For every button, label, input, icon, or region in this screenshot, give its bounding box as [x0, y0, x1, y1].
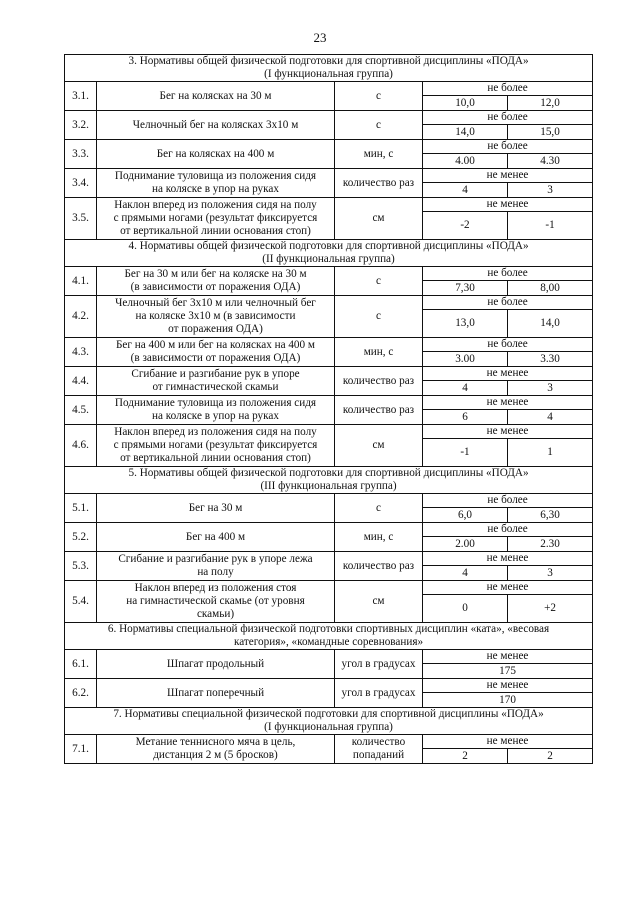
- exercise-name-line: Челночный бег на колясках 3х10 м: [132, 118, 299, 131]
- norm-row: [65, 425, 593, 439]
- norm-value-boys: -1: [423, 439, 508, 467]
- norm-value: 170: [423, 693, 593, 708]
- norm-value-boys: -2: [423, 212, 508, 240]
- norm-condition: не менее: [423, 367, 593, 381]
- norm-value-boys: 14,0: [423, 125, 508, 140]
- unit: количество раз: [335, 552, 423, 581]
- norm-row: [65, 494, 593, 508]
- exercise-name-line: Шпагат продольный: [166, 657, 265, 670]
- section-subtitle: (I функциональная группа): [264, 721, 393, 733]
- exercise-name: [97, 140, 335, 169]
- section-title: 3. Нормативы общей физической подготовки для спортивной дисциплины «ПОДА»: [128, 55, 529, 67]
- norm-value-girls: 14,0: [508, 310, 593, 338]
- norm-value-boys: 13,0: [423, 310, 508, 338]
- exercise-name: [97, 396, 335, 425]
- unit: количество раз: [335, 396, 423, 425]
- section-subtitle: (I функциональная группа): [264, 68, 393, 80]
- exercise-name: [97, 494, 335, 523]
- norm-condition: не менее: [423, 650, 593, 664]
- unit-line: количество: [351, 736, 406, 748]
- norm-condition: не более: [423, 82, 593, 96]
- norm-row: [65, 552, 593, 566]
- row-number: 4.1.: [65, 267, 97, 296]
- unit: с: [335, 267, 423, 296]
- norm-value-girls: 2: [508, 749, 593, 764]
- exercise-name: [97, 425, 335, 467]
- exercise-name-line: Сгибание и разгибание рук в упоре лежа: [118, 553, 313, 565]
- exercise-name: [97, 523, 335, 552]
- unit: мин, с: [335, 523, 423, 552]
- section-subtitle: категория», «командные соревнования»: [233, 636, 424, 648]
- norm-value-boys: 4.00: [423, 154, 508, 169]
- exercise-name: [97, 735, 335, 764]
- unit: [335, 735, 423, 764]
- unit: с: [335, 494, 423, 523]
- norm-row: [65, 296, 593, 310]
- exercise-name-line: (в зависимости от поражения ОДА): [130, 352, 301, 364]
- section-title: 5. Нормативы общей физической подготовки для спортивной дисциплины «ПОДА»: [128, 467, 529, 479]
- norm-value-boys: 2: [423, 749, 508, 764]
- exercise-name: [97, 198, 335, 240]
- norm-value-girls: -1: [508, 212, 593, 240]
- row-number: 4.4.: [65, 367, 97, 396]
- exercise-name-line: Поднимание туловища из положения сидя: [114, 397, 317, 409]
- unit: см: [335, 425, 423, 467]
- norm-value-girls: 3: [508, 566, 593, 581]
- section-title: 6. Нормативы специальной физической подготовки спортивных дисциплин «ката», «весовая: [107, 623, 550, 635]
- norm-condition: не менее: [423, 552, 593, 566]
- norm-value-girls: 3: [508, 183, 593, 198]
- unit-line: попаданий: [352, 749, 405, 761]
- norm-value-boys: 0: [423, 595, 508, 623]
- exercise-name-line: Наклон вперед из положения сидя на полу: [114, 426, 317, 438]
- norm-condition: не менее: [423, 169, 593, 183]
- exercise-name-line: Метание теннисного мяча в цель,: [135, 736, 296, 748]
- exercise-name: [97, 296, 335, 338]
- exercise-name: [97, 169, 335, 198]
- unit: мин, с: [335, 140, 423, 169]
- norm-row: [65, 396, 593, 410]
- unit: см: [335, 198, 423, 240]
- section-header-row: [65, 467, 593, 494]
- norm-row: [65, 367, 593, 381]
- exercise-name-line: Сгибание и разгибание рук в упоре: [131, 368, 300, 380]
- norm-row: [65, 650, 593, 664]
- exercise-name-line: скамьи): [196, 608, 235, 620]
- norm-row: [65, 169, 593, 183]
- section-header: [65, 467, 593, 494]
- row-number: 4.6.: [65, 425, 97, 467]
- row-number: 3.1.: [65, 82, 97, 111]
- section-header-row: [65, 708, 593, 735]
- norm-value-boys: 2.00: [423, 537, 508, 552]
- exercise-name-line: от гимнастической скамьи: [152, 381, 279, 393]
- exercise-name: [97, 111, 335, 140]
- norm-row: [65, 735, 593, 749]
- section-header-row: [65, 55, 593, 82]
- row-number: 3.3.: [65, 140, 97, 169]
- exercise-name-line: от вертикальной линии основания стоп): [120, 225, 311, 237]
- section-header-row: [65, 623, 593, 650]
- exercise-name-line: с прямыми ногами (результат фиксируется: [113, 439, 318, 451]
- norm-value-girls: 2.30: [508, 537, 593, 552]
- row-number: 5.1.: [65, 494, 97, 523]
- norms-table: [64, 54, 593, 764]
- section-title: 4. Нормативы общей физической подготовки для спортивной дисциплины «ПОДА»: [128, 240, 529, 252]
- norm-row: [65, 82, 593, 96]
- exercise-name-line: Бег на 30 м или бег на коляске на 30 м: [124, 268, 307, 280]
- norm-row: [65, 581, 593, 595]
- norm-value-boys: 6,0: [423, 508, 508, 523]
- exercise-name-line: Наклон вперед из положения сидя на полу: [114, 199, 317, 211]
- norm-value-girls: 15,0: [508, 125, 593, 140]
- norm-condition: не более: [423, 523, 593, 537]
- norm-value-boys: 3.00: [423, 352, 508, 367]
- norm-value-girls: +2: [508, 595, 593, 623]
- exercise-name-line: с прямыми ногами (результат фиксируется: [113, 212, 318, 224]
- exercise-name: [97, 679, 335, 708]
- exercise-name-line: на коляске 3х10 м (в зависимости: [135, 310, 296, 322]
- norm-value: 175: [423, 664, 593, 679]
- exercise-name-line: от поражения ОДА): [168, 323, 263, 335]
- exercise-name-line: на коляске в упор на руках: [152, 410, 279, 422]
- row-number: 3.4.: [65, 169, 97, 198]
- unit: см: [335, 581, 423, 623]
- section-header: [65, 708, 593, 735]
- norm-row: [65, 267, 593, 281]
- page-number: 23: [313, 30, 327, 45]
- section-header: [65, 623, 593, 650]
- exercise-name-line: Бег на 400 м: [185, 530, 246, 543]
- norm-row: [65, 523, 593, 537]
- section-subtitle: (II функциональная группа): [262, 253, 395, 265]
- section-header: [65, 240, 593, 267]
- row-number: 5.4.: [65, 581, 97, 623]
- norm-condition: не более: [423, 140, 593, 154]
- norm-condition: не менее: [423, 425, 593, 439]
- norm-condition: не менее: [423, 198, 593, 212]
- exercise-name-line: Наклон вперед из положения стоя: [134, 582, 297, 594]
- norm-condition: не более: [423, 111, 593, 125]
- row-number: 6.2.: [65, 679, 97, 708]
- row-number: 4.5.: [65, 396, 97, 425]
- exercise-name-line: Шпагат поперечный: [166, 686, 265, 699]
- exercise-name-line: дистанция 2 м (5 бросков): [153, 749, 278, 761]
- exercise-name-line: Бег на 400 м или бег на колясках на 400 м: [115, 339, 315, 351]
- norm-value-boys: 7,30: [423, 281, 508, 296]
- norm-value-girls: 4: [508, 410, 593, 425]
- norm-value-boys: 10,0: [423, 96, 508, 111]
- norm-condition: не менее: [423, 581, 593, 595]
- norm-value-girls: 1: [508, 439, 593, 467]
- exercise-name-line: Бег на колясках на 400 м: [156, 147, 275, 160]
- unit: угол в градусах: [335, 650, 423, 679]
- section-header: [65, 55, 593, 82]
- norm-condition: не менее: [423, 396, 593, 410]
- exercise-name: [97, 650, 335, 679]
- row-number: 4.3.: [65, 338, 97, 367]
- row-number: 4.2.: [65, 296, 97, 338]
- norm-row: [65, 338, 593, 352]
- norm-value-boys: 4: [423, 183, 508, 198]
- norm-value-girls: 8,00: [508, 281, 593, 296]
- row-number: 7.1.: [65, 735, 97, 764]
- exercise-name-line: на гимнастической скамье (от уровня: [126, 595, 305, 607]
- unit: мин, с: [335, 338, 423, 367]
- norm-condition: не более: [423, 338, 593, 352]
- section-title: 7. Нормативы специальной физической подготовки для спортивной дисциплины «ПОДА»: [113, 708, 544, 720]
- exercise-name-line: от вертикальной линии основания стоп): [120, 452, 311, 464]
- norm-value-boys: 4: [423, 566, 508, 581]
- norm-row: [65, 198, 593, 212]
- exercise-name: [97, 581, 335, 623]
- row-number: 6.1.: [65, 650, 97, 679]
- norm-condition: не более: [423, 296, 593, 310]
- exercise-name-line: Поднимание туловища из положения сидя: [114, 170, 317, 182]
- exercise-name-line: Бег на 30 м: [188, 501, 243, 514]
- exercise-name: [97, 367, 335, 396]
- norm-value-girls: 6,30: [508, 508, 593, 523]
- norm-value-girls: 12,0: [508, 96, 593, 111]
- unit: с: [335, 111, 423, 140]
- exercise-name: [97, 338, 335, 367]
- norm-value-girls: 3.30: [508, 352, 593, 367]
- row-number: 3.5.: [65, 198, 97, 240]
- section-header-row: [65, 240, 593, 267]
- norm-row: [65, 679, 593, 693]
- unit: с: [335, 82, 423, 111]
- norm-condition: не более: [423, 267, 593, 281]
- norm-value-girls: 3: [508, 381, 593, 396]
- norm-value-boys: 6: [423, 410, 508, 425]
- section-subtitle: (III функциональная группа): [260, 480, 397, 492]
- exercise-name-line: Бег на колясках на 30 м: [159, 89, 272, 102]
- norm-condition: не менее: [423, 735, 593, 749]
- unit: количество раз: [335, 169, 423, 198]
- unit: количество раз: [335, 367, 423, 396]
- row-number: 5.2.: [65, 523, 97, 552]
- exercise-name: [97, 267, 335, 296]
- exercise-name-line: (в зависимости от поражения ОДА): [130, 281, 301, 293]
- norm-row: [65, 140, 593, 154]
- exercise-name: [97, 82, 335, 111]
- exercise-name-line: на полу: [197, 566, 234, 578]
- unit: угол в градусах: [335, 679, 423, 708]
- unit: с: [335, 296, 423, 338]
- row-number: 3.2.: [65, 111, 97, 140]
- exercise-name-line: Челночный бег 3х10 м или челночный бег: [115, 297, 316, 309]
- norm-value-boys: 4: [423, 381, 508, 396]
- norm-condition: не более: [423, 494, 593, 508]
- exercise-name-line: на коляске в упор на руках: [152, 183, 279, 195]
- norm-row: [65, 111, 593, 125]
- row-number: 5.3.: [65, 552, 97, 581]
- norm-value-girls: 4.30: [508, 154, 593, 169]
- exercise-name: [97, 552, 335, 581]
- norm-condition: не менее: [423, 679, 593, 693]
